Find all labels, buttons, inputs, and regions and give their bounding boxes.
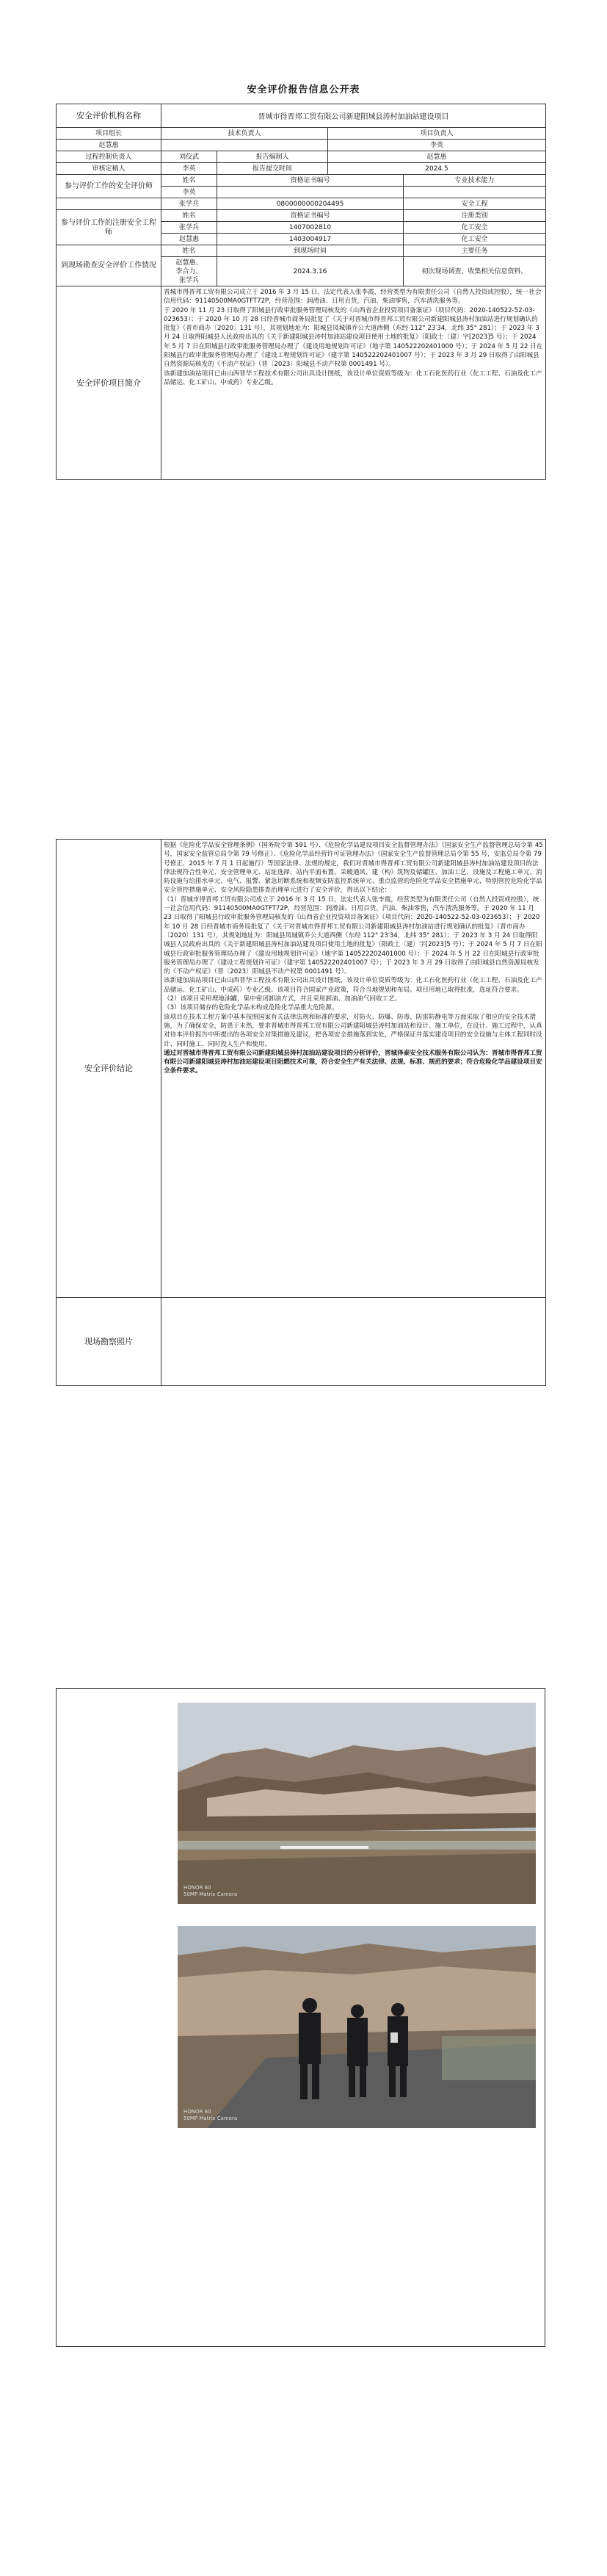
engineer-cert: 1407002810: [217, 222, 404, 234]
intro-label: 安全评价项目简介: [57, 286, 161, 480]
photos-cell: [161, 1298, 546, 1386]
intro-text: 晋城市得晋邦工贸有限公司成立于 2016 年 3 月 15 日，法定代表人张李霞，经营类型为有限责任公司（自然人投资或控股），统一社会信用代码：91140500MA0GTFT72P，经营范围：润滑油、日用百货，汽油、柴油零售，汽车清洗服务等。 于 2020 年 11 月 23 日取得了阳城县行政审批服务管理局核发的《山西省企业投资项目备案证》（项目代码：2020-140522-52-03-023653）；于 2020 年 10 月 28 日经晋城市商务局批复了《关于对晋城市得晋邦工贸有限公司新建阳城县涛村加油站进行规划确认的批复》（晋市商办〔2020〕131 号），其规划地址为：阳城县凤城镇乔公大道西侧（东经 112° 23′34，北纬 35° 281）；于 2023 年 3 月 24 日取得阳城县人民政府出具的《关于新建阳城县涛村加油站建设项目使用土地的批复》（阳政土〔建〕字[2023]5 号）；于 2024 年 5 月 7 日在阳城县行政审批服务管理局办理了《建设用地规划许可证》（地字第 140522202401000 号）；于 2024 年 5 月 22 日在阳城县行政审批服务管理局办理了《建设工程规划许可证》（建字第 140522202401007 号）；于 2023 年 3 月 29 日取得了由阳城县自然资源局核发的《不动产权证》（晋〔2023〕阳城县不动产权第 0001491 号）。 该新建加油站项目已由山西晋华工程技术有限公司出具设计图纸，该设计单位资质等级为：化工石化医药行业（化工工程、石油及化工产品储运、化工矿山、中成药）专业乙级。: [161, 286, 546, 480]
org-label: 安全评价机构名称: [57, 104, 161, 128]
engineer-name: 张学兵: [161, 222, 217, 234]
assessor-skill: 安全工程: [404, 198, 546, 210]
engineer-type: 化工安全: [404, 234, 546, 245]
role-tech-header: 技术负责人: [161, 128, 328, 140]
conclusion-intro: 根据《危险化学品安全管理条例》（国务院令第 591 号）、《危险化学品建设项目安全监督管理办法》（国家安全生产监督管理总局令第 45 号，国家安全监管总局令第 79 号修正）、《危险化学品经营许可证管理办法》（国家安全生产监督管理总局令第 55 号，安监总局令第 79 号修正，2015 年 7 月 1 日起施行）等国家法律、法规的规定，我们对晋城市得晋邦工贸有限公司新建阳城县涛村加油站建设项目的法律法规符合性单元、安全管理单元、站址选择、站内平面布置、采暖通风、建（构）筑物及储罐区、加油工艺、设施及工程施工单元、消防设施与给排水单元、电气、报警、紧急切断系统和视频安防监控系统单元、重点监管的危险化学品安全措施单元、特别管控危险化学品安全管控措施单元、安全风险隐患排查治理单元进行了安全评价，得出以下结论：: [164, 842, 543, 895]
role-leader-header: 项目组长: [57, 128, 161, 140]
assessor-name: 李英: [161, 187, 217, 198]
submit-time-value: 2024.5: [328, 163, 546, 175]
survey-task-header: 主要任务: [404, 245, 546, 257]
engineers-cert-header: 资格证书编号: [217, 210, 404, 222]
assessor-cert: [217, 187, 404, 198]
conclusion-final: 通过对晋城市得晋邦工贸有限公司新建阳城县涛村加油站建设项目的分析评价，晋城泽泰安全技术服务有限公司认为：晋城市得晋邦工贸有限公司新建阳城县涛村加油站建设项目阻燃技术可靠，符合安全生产有关法律、法规、标准、规范的要求；符合危险化学品建设项目安全条件要求。: [164, 1049, 542, 1075]
survey-date-header: 到现场时间: [217, 245, 404, 257]
site-photo-1: [178, 1703, 536, 1904]
auditor-value: 赵慧惠: [328, 151, 546, 163]
survey-names: 赵慧惠、 李合力、 张学兵: [161, 257, 217, 286]
audit-value: 李英: [161, 163, 217, 175]
assessors-name-header: 姓名: [161, 175, 217, 187]
engineers-name-header: 姓名: [161, 210, 217, 222]
org-value: 晋城市得晋邦工贸有限公司新建阳城县涛村加油站建设项目: [161, 104, 546, 128]
assessor-skill: [404, 187, 546, 198]
conclusion-label: 安全评价结论: [57, 840, 161, 1298]
page-title: 安全评价报告信息公开表: [247, 84, 360, 95]
process-header: 过程控制负责人: [57, 151, 161, 163]
engineers-label: 参与评价工作的注册安全工程师: [57, 210, 161, 245]
submit-time-header: 报告提交时间: [217, 163, 328, 175]
photos-label: 现场勘察照片: [57, 1298, 161, 1386]
info-table-bottom: [56, 839, 545, 1386]
info-table-top: [56, 104, 545, 480]
photo-watermark: HONOR 60 50MP Matrix Camera: [183, 1885, 238, 1897]
role-project-value: 李英: [328, 140, 546, 151]
engineer-name: 赵慧惠: [161, 234, 217, 245]
assessors-skill-header: 专业技术能力: [404, 175, 546, 187]
assessors-cert-header: 资格证书编号: [217, 175, 404, 187]
role-project-header: 项目负责人: [328, 128, 546, 140]
site-photo-2: [178, 1926, 536, 2128]
survey-task: 初次现场调查、收集相关信息资料。: [404, 257, 546, 286]
photo-watermark: HONOR 60 50MP Matrix Camera: [183, 2109, 238, 2121]
survey-date: 2024.3.16: [217, 257, 404, 286]
conclusion-details: （1）晋城市得晋邦工贸有限公司成立于 2016 年 3 月 15 日，法定代表人张李霞，经营类型为有限责任公司（自然人投资或控股），统一社会信用代码：91140500MA0GTFT72P，经营范围：润滑油、日用百货，汽油、柴油零售，汽车清洗服务等。于 2020 年 11 月 23 日取得了阳城县行政审批服务管理局核发的《山西省企业投资项目备案证》（项目代码：2020-140522-52-03-023653）；于 2020 年 10 月 28 日经晋城市商务局批复了《关于对晋城市得晋邦工贸有限公司新建阳城县涛村加油站进行规划确认的批复》（晋市商办〔2020〕131 号），其规划地址为：阳城县凤城镇乔公大道西侧（东经 112° 23′34，北纬 35° 281）；于 2023 年 3 月 24 日取得阳城县人民政府出具的《关于新建阳城县涛村加油站建设项目使用土地的批复》（阳政土〔建〕字[2023]5 号）；于 2024 年 5 月 7 日在阳城县行政审批服务管理局办理了《建设用地规划许可证》（地字第 140522202401000 号）；于 2024 年 5 月 22 日在阳城县行政审批服务管理局办理了《建设工程规划许可证》（建字第 140522202401007 号）；于 2023 年 3 月 29 日取得了由阳城县自然资源局核发的《不动产权证》（晋〔2023〕阳城县不动产权第 0001491 号）。 该新建加油站项目已由山西晋华工程技术有限公司出具设计图纸，该设计单位资质等级为：化工石化医药行业（化工工程、石油及化工产品储运、化工矿山、中成药）专业乙级。该项目符合国家产业政策，符合当地规划和布局。项目用地已取得批准，选址符合要求。 （2）该项目采用埋地油罐，集中密闭卸油方式，并且采用卸油、加油油气回收工艺。 （3）该项目储存的危险化学品未构成危险化学品重大危险源。 该项目在技术工程方案中基本按照国家有关法律法规和标准的要求，对防火、防爆、防毒、防雷防静电等方面采取了相应的安全技术措施，为了确保安全，防患于未然，要求晋城市得晋邦工贸有限公司新建阳城县涛村加油站和设计、施工单位，在设计、施工过程中，认真对待本评价报告中所提出的各项安全对策措施及建议，把各项安全措施落到实处，严格保证并落实建设项目的安全设施与主体工程同时设计、同时施工、同时投入生产和使用。: [164, 895, 542, 1048]
engineer-cert: 1403004917: [217, 234, 404, 245]
writer-header: 报告编制人: [217, 151, 328, 163]
assessor-name: 张学兵: [161, 198, 217, 210]
engineers-type-header: 注册类别: [404, 210, 546, 222]
survey-name-header: 姓名: [161, 245, 217, 257]
survey-label: 到现场勘查安全评价工作情况: [57, 245, 161, 286]
role-tech-value: [161, 140, 328, 151]
audit-label: 审核定稿人: [57, 163, 161, 175]
assessors-label: 参与评价工作的安全评价师: [57, 175, 161, 198]
process-value: 刘佼武: [161, 151, 217, 163]
engineer-type: 化工安全: [404, 222, 546, 234]
role-leader-value: 赵慧惠: [57, 140, 161, 151]
assessor-cert: 0800000000204495: [217, 198, 404, 210]
